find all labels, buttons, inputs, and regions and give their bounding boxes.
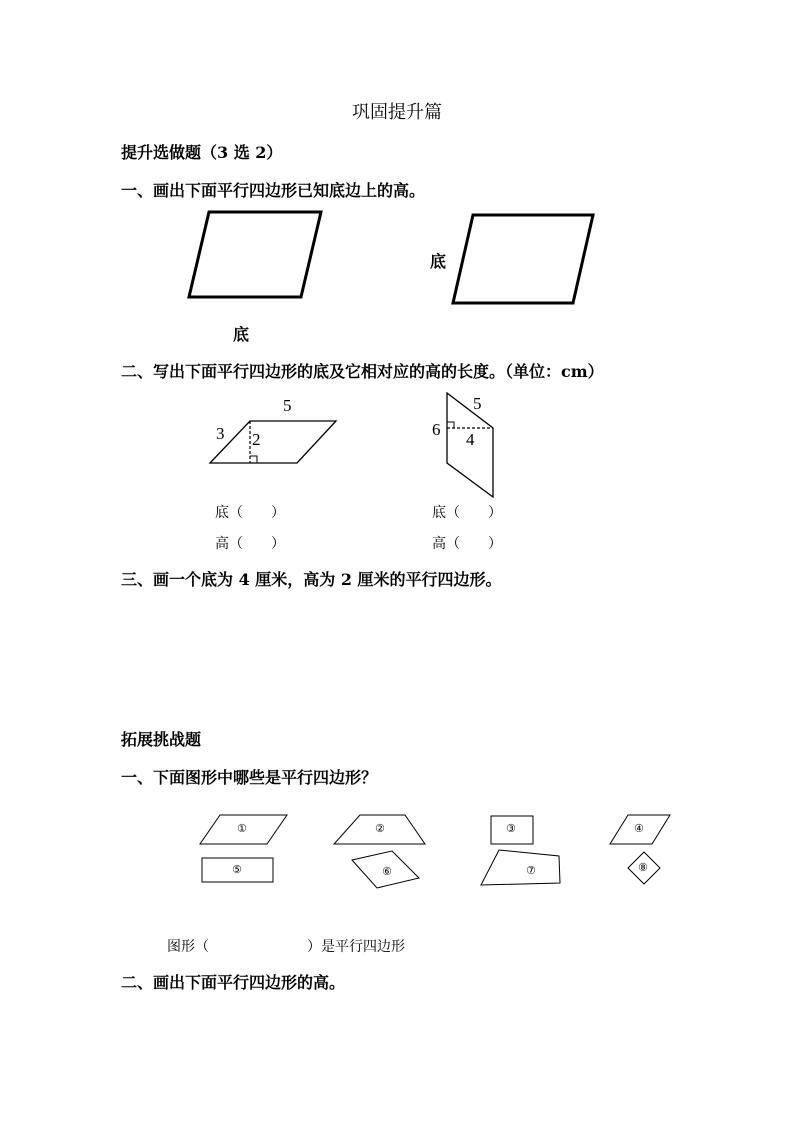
fig1-top-side: 5 — [283, 396, 292, 415]
section-heading-advanced: 提升选做题（3 选 2） — [121, 143, 283, 162]
shape-label-1: ① — [237, 822, 247, 835]
answer-height-1: 高（ ） — [215, 536, 285, 552]
question-draw-heights: 二、画出下面平行四边形的高。 — [121, 973, 346, 992]
base-label-2: 底 — [430, 252, 447, 271]
shape-7 — [481, 850, 560, 885]
page-title: 巩固提升篇 — [352, 102, 442, 123]
fig2-height: 4 — [466, 430, 475, 449]
fig2-left-side: 6 — [432, 420, 441, 439]
fig2-top-side: 5 — [473, 394, 482, 413]
base-label-1: 底 — [233, 325, 250, 344]
question-base-height: 二、写出下面平行四边形的底及它相对应的高的长度。（单位：cm） — [121, 362, 604, 381]
section-heading-challenge: 拓展挑战题 — [121, 730, 202, 749]
shape-label-7: ⑦ — [526, 864, 536, 877]
shape-label-6: ⑥ — [382, 865, 392, 878]
shape-label-2: ② — [375, 822, 385, 835]
shape-label-8: ⑧ — [638, 861, 648, 874]
answer-height-2: 高（ ） — [432, 536, 502, 552]
fig1-height: 2 — [252, 430, 261, 449]
question-draw-parallelogram: 三、画一个底为 4 厘米，高为 2 厘米的平行四边形。 — [121, 570, 502, 589]
shape-label-5: ⑤ — [232, 863, 242, 876]
question-identify-parallelograms: 一、下面图形中哪些是平行四边形？ — [121, 768, 378, 787]
shape-label-4: ④ — [634, 822, 644, 835]
answer-base-1: 底（ ） — [215, 505, 285, 521]
question-draw-height: 一、画出下面平行四边形已知底边上的高。 — [121, 181, 426, 200]
answer-shapes: 图形（ ）是平行四边形 — [167, 939, 405, 955]
fig1-left-side: 3 — [216, 424, 225, 443]
shape-label-3: ③ — [506, 822, 516, 835]
answer-base-2: 底（ ） — [432, 505, 502, 521]
